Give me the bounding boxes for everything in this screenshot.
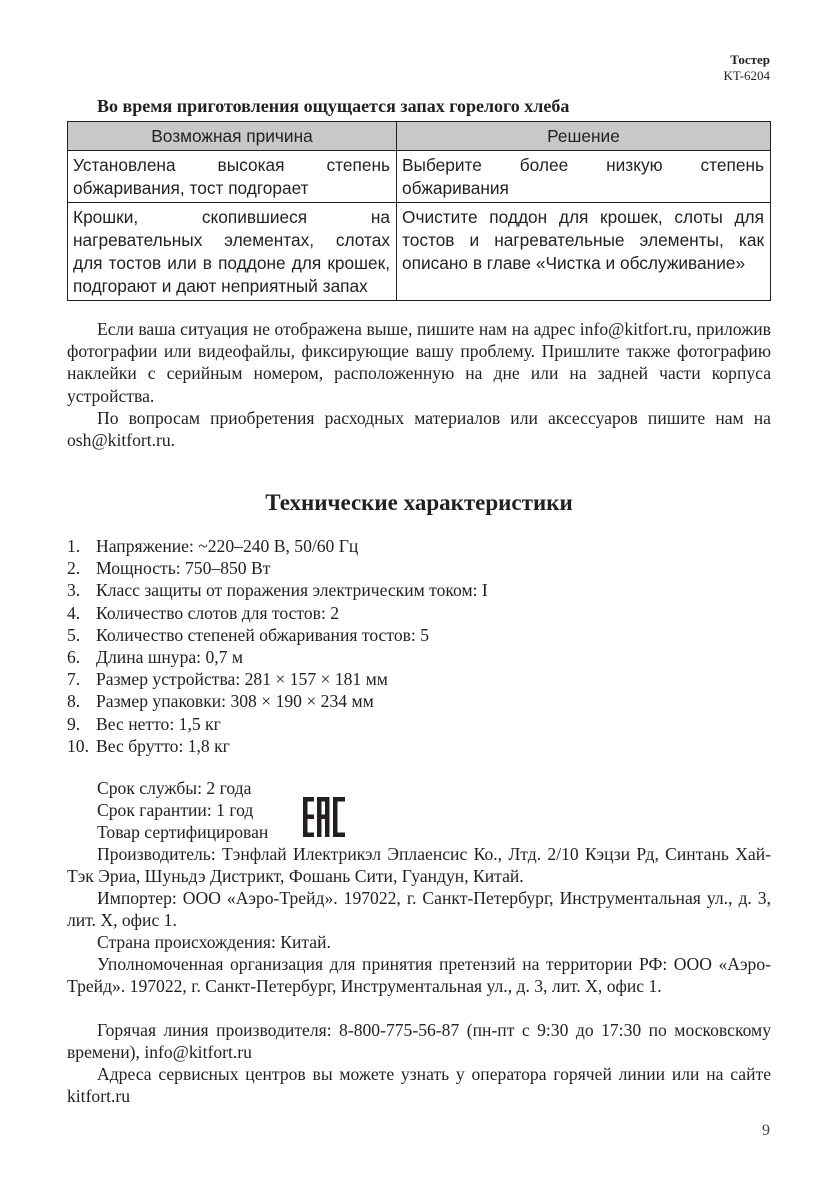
problem-title: Во время приготовления ощущается запах горелого хлеба xyxy=(97,96,570,116)
header-title: Тостер xyxy=(730,52,770,67)
troubleshooting-table xyxy=(67,121,771,301)
running-header xyxy=(724,52,770,84)
item-number: 6. xyxy=(67,647,81,668)
service-centers-info: Адреса сервисных центров вы можете узнать у оператора горячей линии или на сайте kitfort.ru xyxy=(67,1064,771,1107)
list-item xyxy=(67,535,771,557)
list-item xyxy=(67,668,771,690)
certified-text: Товар сертифицирован xyxy=(97,822,269,842)
list-item xyxy=(67,646,771,668)
list-item xyxy=(67,579,771,601)
item-number: 5. xyxy=(67,624,81,645)
warranty: Срок гарантии: 1 год xyxy=(97,800,254,820)
cause-cell: Установлена высокая степень обжаривания, тост подгорает xyxy=(68,151,397,203)
table-row xyxy=(68,203,771,301)
contact-paragraph: Если ваша ситуация не отображена выше, пишите нам на адрес info@kitfort.ru, приложив фотографии или видеофайлы, фиксирующие вашу проблему. Пришлите также фотографию наклейки с серийным номером, расположенную на дне или на задней части корпуса устройства. xyxy=(67,319,771,406)
list-item xyxy=(67,624,771,646)
list-item xyxy=(67,602,771,624)
item-text: Мощность: 750–850 Вт xyxy=(96,558,271,579)
cause-cell: Крошки, скопившиеся на нагревательных элементах, слотах для тостов или в поддоне для крошек, подгорают и дают неприятный запах xyxy=(68,203,397,301)
solution-cell: Очистите поддон для крошек, слоты для тостов и нагревательные элементы, как описано в главе «Чистка и обслуживание» xyxy=(397,203,771,301)
list-item xyxy=(67,690,771,712)
solution-cell: Выберите более низкую степень обжаривания xyxy=(397,151,771,203)
item-text: Размер упаковки: 308 × 190 × 234 мм xyxy=(96,691,374,712)
item-text: Класс защиты от поражения электрическим током: I xyxy=(96,580,488,601)
importer-info: Импортер: ООО «Аэро-Трейд». 197022, г. Санкт-Петербург, Инструментальная ул., д. 3, лит. Х, офис 1. xyxy=(67,888,771,931)
table-header-row xyxy=(68,122,771,151)
item-number: 9. xyxy=(67,713,81,734)
origin-info: Страна происхождения: Китай. xyxy=(97,932,331,952)
item-text: Вес нетто: 1,5 кг xyxy=(96,713,221,734)
item-text: Количество степеней обжаривания тостов: 5 xyxy=(96,624,430,645)
header-model: KT-6204 xyxy=(723,68,770,83)
item-number: 1. xyxy=(67,536,81,556)
item-number: 3. xyxy=(67,580,81,601)
manufacturer-info: Производитель: Тэнфлай Илектрикэл Эплаенсис Ко., Лтд. 2/10 Кэцзи Рд, Синтань Хай-Тэк Эриа, Шуньдэ Дистрикт, Фошань Сити, Гуандун, Китай. xyxy=(67,844,771,887)
authorized-org-info: Уполномоченная организация для принятия претензий на территории РФ: ООО «Аэро-Трейд». 197022, г. Санкт-Петербург, Инструментальная ул., д. 3, лит. Х, офис 1. xyxy=(67,954,771,997)
column-header-solution: Решение xyxy=(397,122,771,151)
item-text: Длина шнура: 0,7 м xyxy=(96,647,243,668)
item-number: 4. xyxy=(67,602,81,623)
specs-list xyxy=(67,535,771,757)
item-text: Количество слотов для тостов: 2 xyxy=(96,602,340,623)
hotline-info: Горячая линия производителя: 8-800-775-56-87 (пн-пт с 9:30 до 17:30 по московскому времени), info@kitfort.ru xyxy=(67,1020,771,1063)
list-item xyxy=(67,735,771,757)
list-item xyxy=(67,557,771,579)
column-header-cause: Возможная причина xyxy=(68,122,397,151)
page-number: 9 xyxy=(762,1122,770,1139)
service-life: Срок службы: 2 года xyxy=(97,778,252,798)
item-text: Напряжение: ~220–240 В, 50/60 Гц xyxy=(96,536,359,556)
eac-certification-logo xyxy=(303,797,345,837)
item-number: 10. xyxy=(67,735,89,756)
item-number: 8. xyxy=(67,691,81,712)
accessories-paragraph: По вопросам приобретения расходных материалов или аксессуаров пишите нам на osh@kitfort.ru. xyxy=(67,408,771,451)
item-text: Размер устройства: 281 × 157 × 181 мм xyxy=(96,669,388,690)
list-item xyxy=(67,713,771,735)
item-text: Вес брутто: 1,8 кг xyxy=(96,735,230,756)
item-number: 7. xyxy=(67,669,81,690)
specs-heading: Технические характеристики xyxy=(265,490,573,515)
table-row xyxy=(68,151,771,203)
item-number: 2. xyxy=(67,558,81,579)
